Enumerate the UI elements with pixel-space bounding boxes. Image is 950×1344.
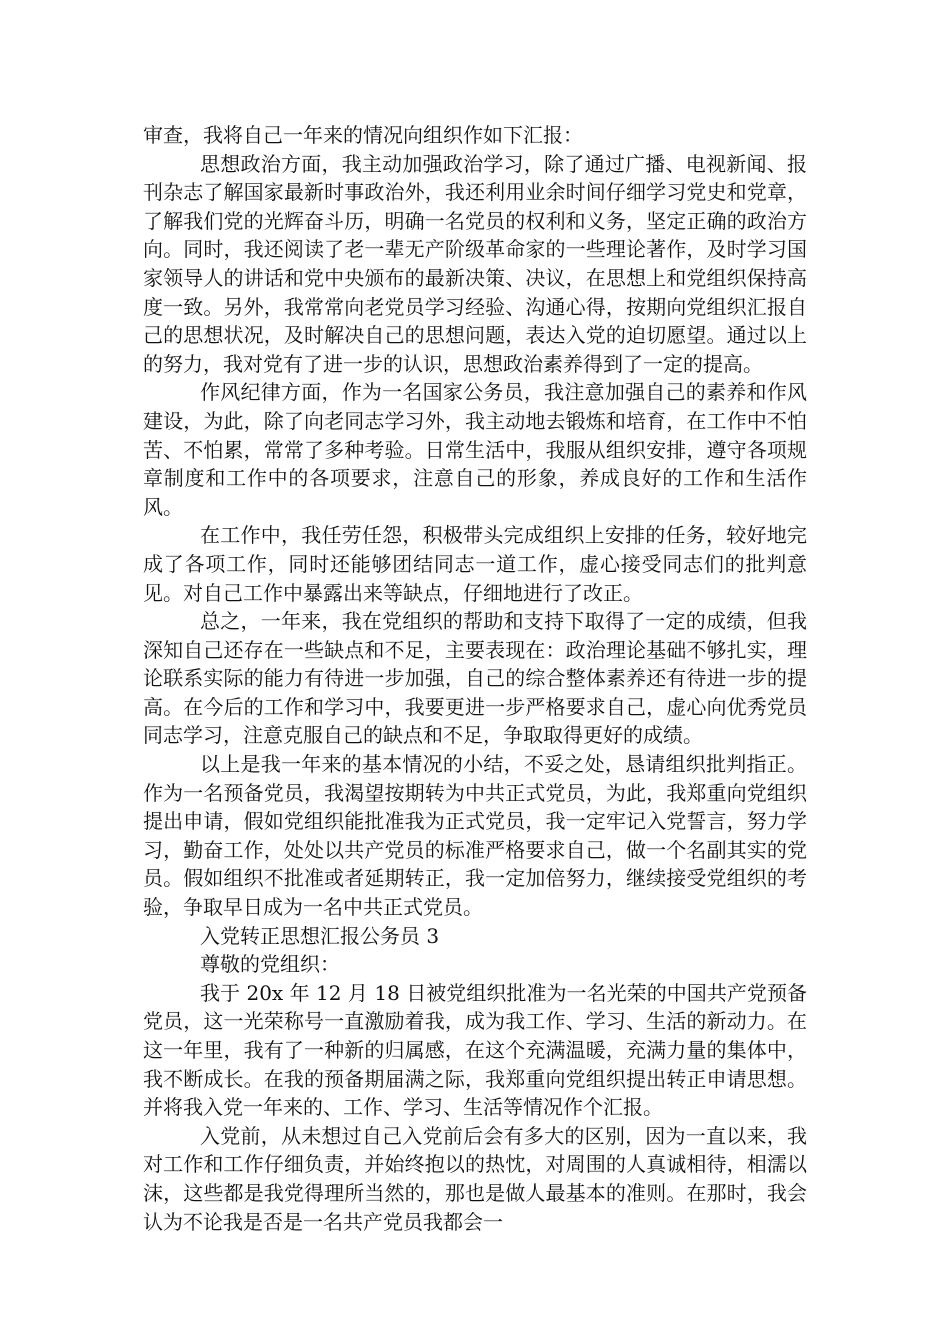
paragraph-conclusion: 以上是我一年来的基本情况的小结，不妥之处，恳请组织批判指正。作为一名预备党员，我渴望按期转为中共正式党员，为此，我郑重向党组织提出申请，假如党组织能批准我为正式党员，我一定牢记入党誓言，努力学习，勤奋工作，处处以共产党员的标准严格要求自己，做一个名副其实的党员。假如组织不批准或者延期转正，我一定加倍努力，继续接受党组织的考验，争取早日成为一名中共正式党员。	[143, 752, 807, 920]
paragraph-work-style: 作风纪律方面，作为一名国家公务员，我注意加强自己的素养和作风建设，为此，除了向老同志学习外，我主动地去锻炼和培育，在工作中不怕苦、不怕累，常常了多种考验。日常生活中，我服从组织安排，遵守各项规章制度和工作中的各项要求，注意自己的形象，养成良好的工作和生活作风。	[143, 380, 807, 519]
paragraph-summary: 总之，一年来，我在党组织的帮助和支持下取得了一定的成绩，但我深知自己还存在一些缺点和不足，主要表现在：政治理论基础不够扎实，理论联系实际的能力有待进一步加强，自己的综合整体素养还有待进一步的提高。在今后的工作和学习中，我要更进一步严格要求自己，虚心向优秀党员同志学习，注意克服自己的缺点和不足，争取取得更好的成绩。	[143, 609, 807, 748]
paragraph-before-joining: 入党前，从未想过自己入党前后会有多大的区别，因为一直以来，我对工作和工作仔细负责，并始终抱以的热忱，对周围的人真诚相待，相濡以沫，这些都是我党得理所当然的，那也是做人最基本的准则。在那时，我会认为不论我是否是一名共产党员我都会一	[143, 1123, 807, 1234]
salutation: 尊敬的党组织：	[200, 952, 340, 977]
paragraph-review-intro: 审查，我将自己一年来的情况向组织作如下汇报：	[143, 123, 583, 147]
section-title: 入党转正思想汇报公务员 3	[200, 923, 440, 948]
paragraph-political-thought: 思想政治方面，我主动加强政治学习，除了通过广播、电视新闻、报刊杂志了解国家最新时事政治外，我还利用业余时间仔细学习党史和党章，了解我们党的光辉奋斗历，明确一名党员的权利和义务，坚定正确的政治方向。同时，我还阅读了老一辈无产阶级革命家的一些理论著作，及时学习国家领导人的讲话和党中央颁布的最新决策、决议，在思想上和党组织保持高度一致。另外，我常常向老党员学习经验、沟通心得，按期向党组织汇报自己的思想状况，及时解决自己的思想问题，表达入党的迫切愿望。通过以上的努力，我对党有了进一步的认识，思想政治素养得到了一定的提高。	[143, 151, 807, 376]
paragraph-work-performance: 在工作中，我任劳任怨，积极带头完成组织上安排的任务，较好地完成了各项工作，同时还能够团结同志一道工作，虚心接受同志们的批判意见。对自己工作中暴露出来等缺点，仔细地进行了改正。	[143, 523, 807, 605]
paragraph-probation-intro: 我于 20x 年 12 月 18 日被党组织批准为一名光荣的中国共产党预备党员，这一光荣称号一直激励着我，成为我工作、学习、生活的新动力。在这一年里，我有了一种新的归属感，在这个充满温暖，充满力量的集体中，我不断成长。在我的预备期届满之际，我郑重向党组织提出转正申请思想。并将我入党一年来的、工作、学习、生活等情况作个汇报。	[143, 980, 807, 1120]
document-body	[143, 121, 807, 1236]
